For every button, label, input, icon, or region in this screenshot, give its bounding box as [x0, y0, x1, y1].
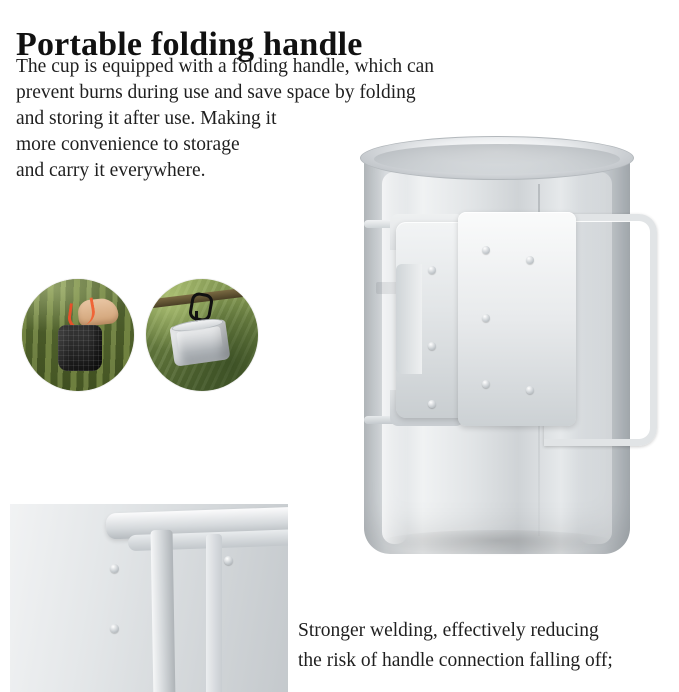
handle-plate-edge	[151, 530, 176, 692]
folding-handle-plate-right	[458, 212, 576, 426]
description-line: The cup is equipped with a folding handle, which can	[16, 56, 435, 77]
handle-plate-edge-secondary	[206, 534, 222, 692]
handle-weld-closeup-photo	[10, 504, 288, 692]
mesh-storage-bag-shape	[58, 325, 102, 371]
page-title: Portable folding handle	[16, 25, 363, 63]
rivet-dot	[428, 400, 436, 408]
welding-caption	[298, 616, 670, 676]
rivet-dot	[110, 624, 119, 633]
titanium-mug-folding-handle-photo	[330, 128, 678, 578]
mug-hanging-from-carabiner-photo	[146, 279, 258, 391]
hanging-mug-shape	[169, 319, 230, 366]
description-line: and carry it everywhere.	[16, 160, 206, 181]
mug-rim-inner	[374, 144, 620, 174]
rivet-dot	[428, 342, 436, 350]
mug-base-shadow	[378, 530, 616, 556]
rivet-dot	[110, 564, 119, 573]
rivet-dot	[482, 246, 490, 254]
rivet-dot	[526, 256, 534, 264]
caption-line: Stronger welding, effectively reducing	[298, 620, 599, 641]
lifestyle-photo-group	[18, 276, 298, 394]
description-line: prevent burns during use and save space by folding	[16, 82, 416, 103]
description-line: more convenience to storage	[16, 134, 240, 155]
rivet-dot	[428, 266, 436, 274]
rivet-dot	[482, 380, 490, 388]
rivet-dot	[482, 314, 490, 322]
rivet-dot	[224, 556, 233, 565]
rivet-dot	[526, 386, 534, 394]
caption-line: the risk of handle connection falling off;	[298, 650, 613, 671]
packed-mug-in-mesh-bag-photo	[22, 279, 134, 391]
description-line: and storing it after use. Making it	[16, 108, 277, 129]
